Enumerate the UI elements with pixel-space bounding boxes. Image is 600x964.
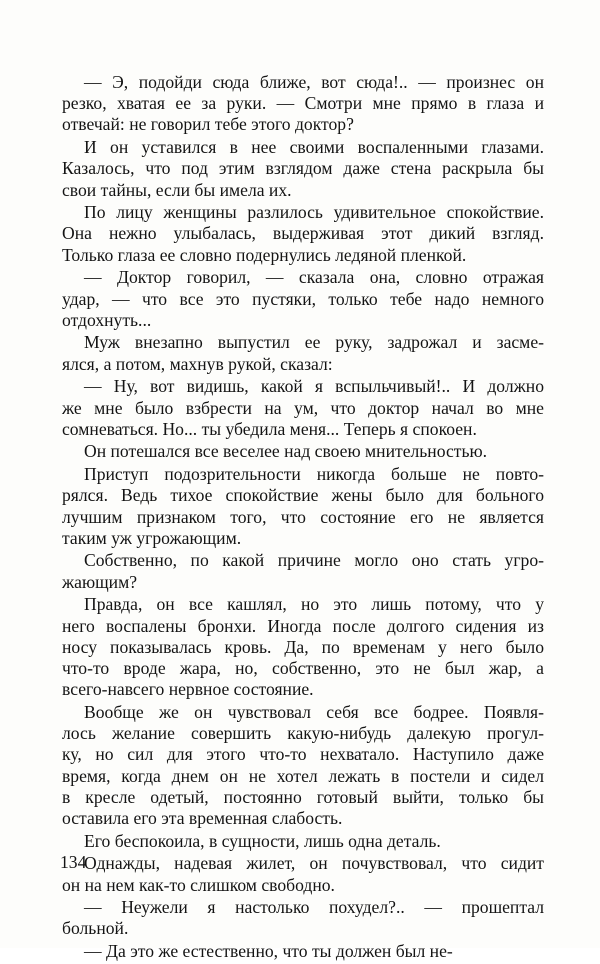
text-line: отвечай: не говорил тебе этого доктор? — [62, 114, 354, 135]
text-line: Собственно, по какой причине могло оно стать угро- — [84, 550, 544, 571]
text-line: носу показывалась кровь. Да, по временам у него было — [62, 636, 544, 657]
text-line: ялся, а потом, махнув рукой, сказал: — [62, 353, 333, 374]
text-line: Вообще же он чувствовал себя все бодрее. Появля- — [84, 701, 544, 722]
text-line: — Доктор говорил, — сказала она, словно отражая — [84, 267, 544, 288]
paragraph — [62, 831, 544, 852]
text-line: Муж внезапно выпустил ее руку, задрожал и засме- — [84, 332, 544, 353]
text-line: лучшим признаком того, что состояние его не является — [62, 506, 544, 527]
paragraph — [62, 550, 544, 592]
text-line: — Неужели я настолько похудел?.. — прошептал — [84, 897, 544, 918]
text-line: удар, — что все это пустяки, только тебе надо немного — [62, 288, 544, 309]
text-line: что-то вроде жара, но, собственно, это не был жар, а — [62, 657, 544, 678]
text-line: — Э, подойди сюда ближе, вот сюда!.. — произнес он — [84, 72, 544, 92]
text-line: свои тайны, если бы имела их. — [62, 179, 292, 200]
paragraph — [62, 853, 544, 895]
paragraph — [62, 702, 544, 829]
text-line: — Да это же естественно, что ты должен был не- — [84, 941, 453, 962]
paragraph — [62, 594, 544, 700]
text-line: время, когда днем он не хотел лежать в постели и сидел — [62, 765, 544, 786]
paragraph — [62, 441, 544, 462]
text-line: ку, но сил для этого что-то нехватало. Наступило даже — [62, 744, 544, 765]
text-line: в кресле одетый, постоянно готовый выйти, только бы — [62, 786, 544, 807]
paragraph — [62, 332, 544, 374]
text-line: лось желание совершить какую-нибудь далекую прогул- — [62, 723, 544, 744]
text-line: больной. — [62, 918, 129, 939]
text-line: он на нем как-то слишком свободно. — [62, 874, 335, 895]
text-line: Его беспокоила, в сущности, лишь одна деталь. — [84, 830, 441, 851]
text-line: жающим? — [62, 571, 138, 592]
text-line: отдохнуть... — [62, 309, 152, 330]
text-line: рялся. Ведь тихое спокойствие жены было для больного — [62, 485, 544, 506]
text-line: Казалось, что под этим взглядом даже стена раскрыла бы — [62, 158, 544, 179]
text-line: — Ну, вот видишь, какой я вспыльчивый!.. И должно — [84, 376, 544, 397]
text-line: всего-навсего нервное состояние. — [62, 679, 314, 700]
text-line: Приступ подозрительности никогда больше не повто- — [84, 464, 544, 485]
text-line: Только глаза ее словно подернулись ледяной пленкой. — [62, 244, 467, 265]
text-line: же мне было взбрести на ум, что доктор начал во мне — [62, 397, 544, 418]
text-line: Правда, он все кашлял, но это лишь потому, что у — [84, 594, 544, 615]
text-line: него воспалены бронхи. Иногда после долгого сидения из — [62, 615, 544, 636]
paragraph — [62, 897, 544, 939]
text-line: Он потешался все веселее над своею мнительностью. — [84, 441, 488, 462]
paragraph — [62, 72, 544, 136]
text-line: резко, хватая ее за руки. — Смотри мне прямо в глаза и — [62, 93, 544, 114]
paragraph — [62, 464, 544, 549]
paragraph — [62, 202, 544, 266]
page-number: 134 — [60, 852, 87, 872]
text-line: оставила его эта временная слабость. — [62, 807, 343, 828]
paragraph — [62, 376, 544, 440]
paragraph — [62, 941, 544, 962]
paragraph — [62, 137, 544, 201]
text-line: По лицу женщины разлилось удивительное спокойствие. — [84, 202, 544, 223]
text-line: Она нежно улыбалась, выдерживая этот дикий взгляд. — [62, 223, 544, 244]
text-line: Однажды, надевая жилет, он почувствовал, что сидит — [84, 853, 544, 874]
paragraph — [62, 267, 544, 331]
text-line: И он уставился в нее своими воспаленными глазами. — [84, 137, 544, 158]
page-text — [62, 72, 544, 964]
text-line: сомневаться. Но... ты убедила меня... Теперь я спокоен. — [62, 418, 477, 439]
text-line: таким уж угрожающим. — [62, 527, 242, 548]
